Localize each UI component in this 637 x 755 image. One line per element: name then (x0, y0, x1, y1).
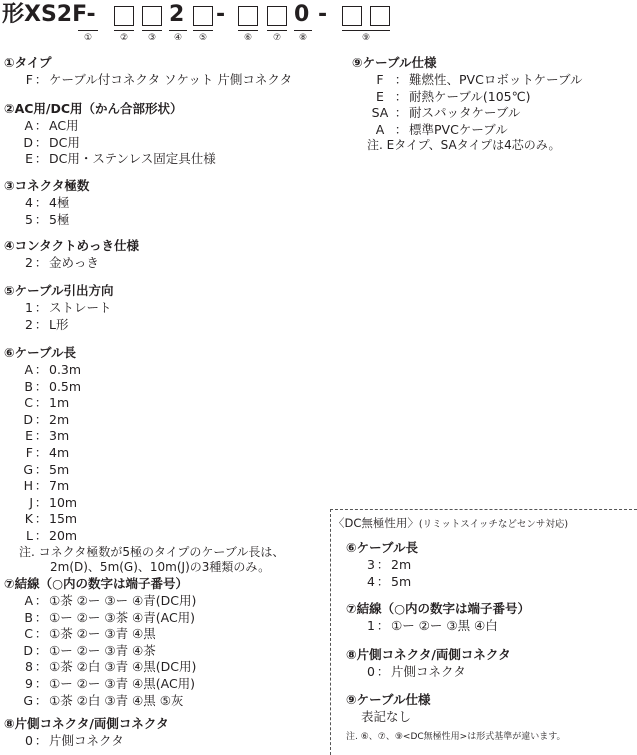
list-item: L ： 20m (26, 527, 78, 543)
section-heading: ①タイプ (4, 55, 52, 70)
list-item: A ： 0.3m (24, 362, 82, 377)
list-item: E ： 耐熱ケーブル(105℃) (376, 88, 531, 104)
section-cable-length (4, 345, 284, 575)
list-item: A ： 標準PVCケーブル (375, 121, 508, 137)
model-fixed-0: 0 (294, 2, 310, 27)
dc-footnote: 注. ⑥、⑦、⑨<DC無極性用>は形式基準が違います。 (346, 732, 566, 742)
section-heading: ⑨ケーブル仕様 (346, 692, 431, 707)
list-item: SA ： 耐スパッタケーブル (371, 105, 521, 121)
marker-7: ⑦ (272, 33, 282, 43)
dc-section-wiring (346, 601, 530, 635)
marker-2: ② (119, 33, 129, 43)
marker-6: ⑥ (243, 33, 253, 43)
list-item: E ： 3m (25, 428, 70, 444)
section-heading: ⑤ケーブル引出方向 (4, 283, 114, 298)
underline-1 (78, 30, 98, 31)
underline-3 (142, 30, 162, 31)
marker-4: ④ (173, 33, 183, 43)
list-item: 2 ： L形 (25, 316, 69, 332)
list-item: 3 ： 2m (367, 557, 412, 572)
section-wiring (4, 576, 196, 709)
section-cable-spec (352, 55, 582, 153)
list-item: 9 ： ①ー ②ー ③青 ④黒(AC用) (25, 675, 196, 691)
list-item: B ： 0.5m (24, 378, 82, 394)
list-item: D ： DC用 (23, 134, 80, 150)
model-dash-2: - (318, 2, 328, 27)
section-heading: ⑥ケーブル長 (4, 345, 76, 360)
underline-5 (193, 30, 213, 31)
list-item: F ： 4m (25, 444, 70, 460)
section-heading: ②AC用/DC用（かん合部形状） (4, 101, 183, 116)
underline-9 (342, 30, 390, 31)
marker-5: ⑤ (198, 33, 208, 43)
section-heading: ⑧片側コネクタ/両側コネクタ (4, 716, 169, 731)
underline-4 (169, 30, 187, 31)
code-box-5 (238, 6, 258, 26)
model-fixed-2: 2 (169, 2, 185, 27)
dc-section-cable-length (346, 540, 418, 590)
list-item: D ： ①ー ②ー ③青 ④茶 (23, 642, 156, 658)
section-ac-dc (4, 101, 216, 168)
section-heading: ④コンタクトめっき仕様 (4, 238, 139, 253)
section-plating (4, 238, 139, 272)
model-dash-1: - (216, 2, 226, 27)
list-item: 4 ： 5m (367, 573, 412, 589)
code-box-9b (370, 6, 390, 26)
list-item: C ： 1m (24, 395, 70, 411)
list-item: E ： DC用・ステンレス固定具仕様 (25, 151, 216, 167)
section-heading: ⑨ケーブル仕様 (352, 55, 437, 70)
note-text: 注. コネクタ極数が5極のタイプのケーブル長は、 (19, 544, 285, 559)
list-item: 1 ： ストレート (25, 300, 112, 315)
code-box-2 (142, 6, 162, 26)
list-item: K ： 15m (24, 511, 78, 527)
list-item: B ： ①ー ②ー ③茶 ④青(AC用) (24, 609, 196, 625)
section-heading: ⑧片側コネクタ/両側コネクタ (346, 647, 511, 662)
section-heading: ⑥ケーブル長 (346, 540, 418, 555)
list-item: J ： 10m (29, 494, 78, 510)
list-item: C ： ①茶 ②ー ③青 ④黒 (24, 626, 156, 642)
section-heading: ⑦結線（○内の数字は端子番号） (4, 576, 188, 591)
section-heading: ③コネクタ極数 (4, 178, 90, 193)
marker-1: ① (83, 33, 93, 43)
marker-9: ⑨ (361, 33, 371, 43)
note-text: 注. Eタイプ、SAタイプは4芯のみ。 (367, 138, 561, 153)
list-item: A ： ①茶 ②ー ③ー ④青(DC用) (24, 593, 197, 608)
note-text: 2m(D)、5m(G)、10m(J)の3種類のみ。 (50, 559, 271, 574)
underline-8 (294, 30, 312, 31)
list-item: A ： AC用 (24, 118, 79, 133)
code-box-9a (342, 6, 362, 26)
marker-3: ③ (147, 33, 157, 43)
code-box-1 (114, 6, 134, 26)
underline-2 (114, 30, 134, 31)
section-connector-side (4, 716, 169, 750)
list-item: 0 ： 片側コネクタ (367, 664, 466, 679)
list-item: G ： ①茶 ②白 ③青 ④黒 ⑤灰 (23, 692, 184, 708)
list-item: 8 ： ①茶 ②白 ③青 ④黒(DC用) (25, 659, 197, 675)
dc-nonpolar-title: 〈DC無極性用〉(リミットスイッチなどセンサ対応) (333, 516, 569, 530)
list-item: G ： 5m (23, 461, 70, 477)
list-item: 2 ： 金めっき (25, 255, 99, 270)
dc-section-cable-spec (346, 692, 430, 726)
list-item: D ： 2m (23, 411, 70, 427)
marker-8: ⑧ (298, 33, 308, 43)
underline-7 (267, 30, 287, 31)
underline-6 (238, 30, 258, 31)
list-item: 1 ： ①ー ②ー ③黒 ④白 (367, 618, 498, 633)
code-box-4 (193, 6, 213, 26)
list-item: 0 ： 片側コネクタ (25, 733, 124, 748)
section-direction (4, 283, 113, 333)
code-box-6 (267, 6, 287, 26)
list-item: 4 ： 4極 (25, 195, 70, 210)
list-item: H ： 7m (23, 478, 70, 494)
model-prefix: 形XS2F- (2, 2, 96, 27)
dc-cable-spec-text: 表記なし (361, 709, 412, 724)
section-type (4, 55, 292, 89)
section-heading: ⑦結線（○内の数字は端子番号） (346, 601, 530, 616)
list-item: F ： ケーブル付コネクタ ソケット 片側コネクタ (25, 72, 293, 87)
list-item: 5 ： 5極 (25, 211, 70, 227)
dc-section-connector-side (346, 647, 511, 681)
list-item: F ： 難燃性、PVCロボットケーブル (376, 72, 583, 87)
section-poles (4, 178, 89, 228)
